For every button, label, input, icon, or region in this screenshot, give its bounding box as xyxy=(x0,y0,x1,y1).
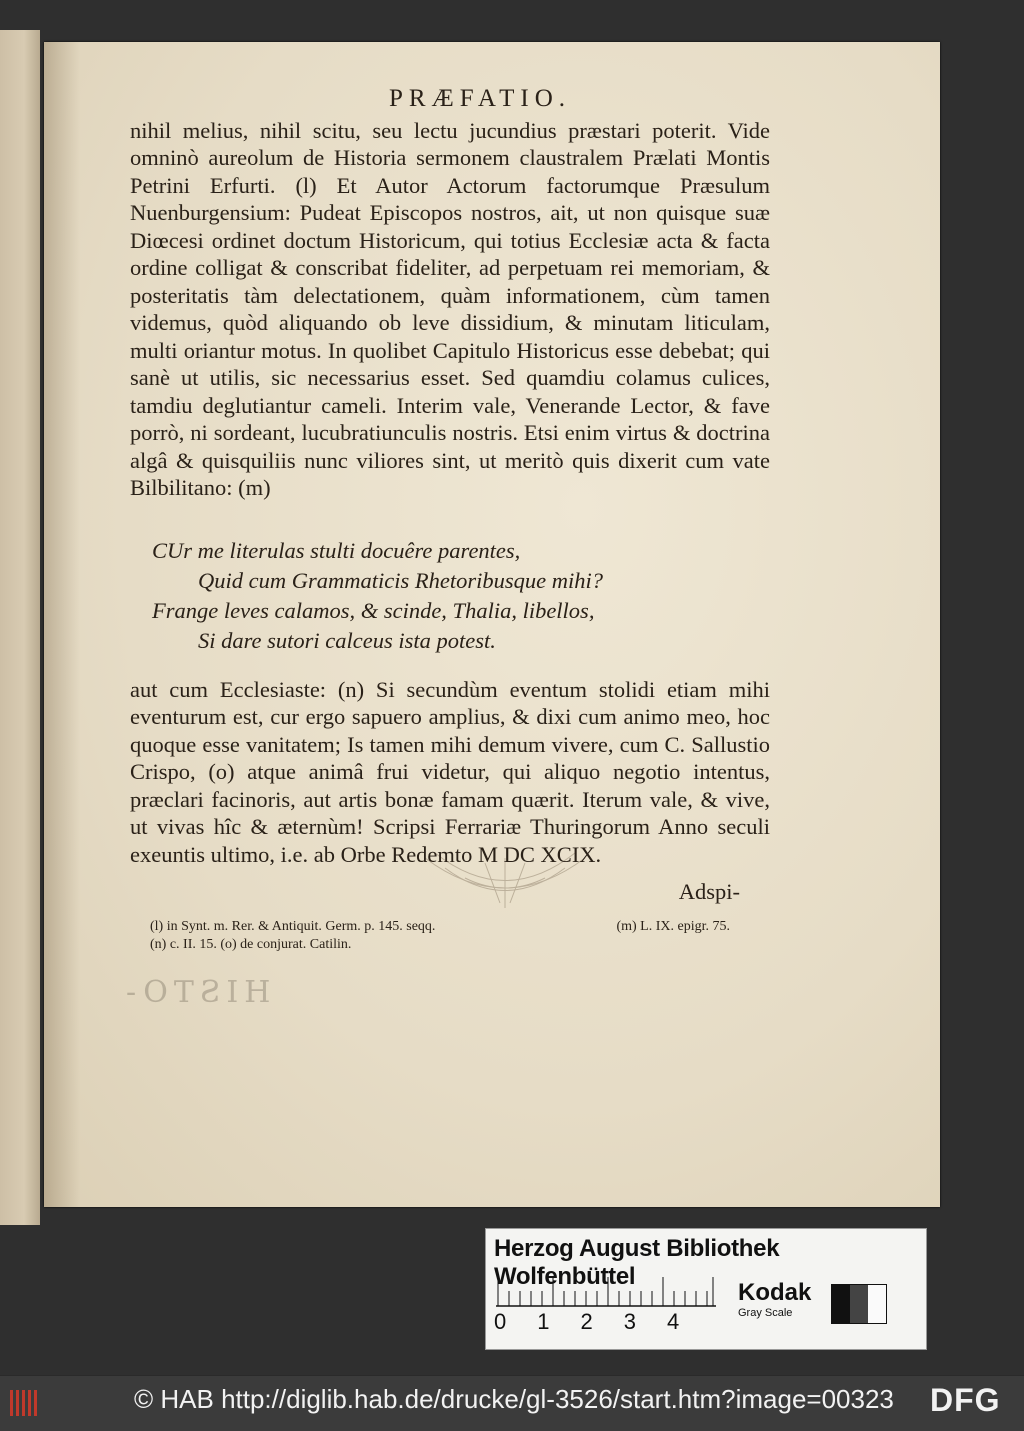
kodak-brand: Kodak xyxy=(738,1279,812,1306)
ruler-numbers xyxy=(494,1309,734,1335)
source-url[interactable]: © HAB http://diglib.hab.de/drucke/gl-3526/start.htm?image=00323 xyxy=(134,1384,894,1414)
catchword: Adspi- xyxy=(678,879,740,904)
verse-block xyxy=(152,536,770,656)
footnote-row xyxy=(150,936,770,954)
viewer-footer xyxy=(0,1375,1024,1431)
footnotes xyxy=(130,918,770,954)
ruler-number: 1 xyxy=(537,1309,550,1334)
footnote-m: (m) L. IX. epigr. 75. xyxy=(616,918,730,934)
hab-logo-icon[interactable] xyxy=(8,1386,42,1420)
gray-scale-swatches xyxy=(831,1284,887,1324)
page-header: PRÆFATIO. xyxy=(388,85,572,112)
verse-line-3: Frange leves calamos, & scinde, Thalia, libellos, xyxy=(152,597,595,623)
paragraph-2: aut cum Ecclesiaste: (n) Si secundùm eventum stolidi etiam mihi eventurum est, cur ergo sapuero amplius, & dixi cum animo meo, hoc quoque esse vanitatem; Is tamen mihi demum vivere, cum C. Sallustio Crispo, (o) atque animâ frui videtur, qui aliquo negotio intentus, præclari facinoris, aut artis bonæ famam quærit. Iterum vale, & vive, ut vivas hîc & æternùm! Scripsi Ferrariæ Thuringorum Anno seculi exeuntis ultimo, i.e. ab Orbe Redemto M DC XCIX. xyxy=(130,676,770,867)
swatch-dark xyxy=(850,1285,868,1323)
footnote-l: (l) in Synt. m. Rer. & Antiquit. Germ. p. 145. seqq. xyxy=(150,918,436,934)
page-gutter-shadow xyxy=(44,42,80,1207)
verse-line-1: CUr me literulas stulti docuêre parentes, xyxy=(152,537,521,563)
ruler-number: 2 xyxy=(580,1309,593,1334)
color-target-card xyxy=(485,1228,927,1350)
gray-scale-label: Gray Scale xyxy=(738,1307,793,1319)
footnote-n-o: (n) c. II. 15. (o) de conjurat. Catilin. xyxy=(150,936,352,952)
verse-line-4: Si dare sutori calceus ista potest. xyxy=(198,627,496,653)
ruler-number: 0 xyxy=(494,1309,507,1334)
library-name: Herzog August Bibliothek Wolfenbüttel xyxy=(494,1235,780,1290)
dfg-logo[interactable]: DFG xyxy=(930,1382,1001,1418)
ruler-number: 3 xyxy=(623,1309,636,1334)
footnote-row xyxy=(150,918,770,936)
facing-page-edge xyxy=(0,30,40,1225)
swatch-white xyxy=(868,1285,886,1323)
verse-line-2: Quid cum Grammaticis Rhetoribusque mihi? xyxy=(198,567,603,593)
swatch-black xyxy=(832,1285,850,1323)
page-text xyxy=(130,85,770,954)
ruler-number: 4 xyxy=(667,1309,680,1334)
paragraph-1: nihil melius, nihil scitu, seu lectu jucundius præstari poterit. Vide omninò aureolum de Historia sermonem claustralem Prælati Montis Petrini Erfurti. (l) Et Autor Actorum factorumque Præsulum Nuenburgensium: Pudeat Episcopos nostros, ait, ut non quisque suæ Diœcesi ordinet doctum Historicum, qui totius Ecclesiæ acta & facta ordine colligat & conscribat fideliter, ad perpetuam rei memoriam, & posteritatis tàm delectationem, quàm informationem, cùm tamen videmus, quòd aliquando ob leve dissidium, & minutam liticulam, multi oriantur motus. In quolibet Capitulo Historicus esse debebat; qui sanè ut utilis, sic necessarius esset. Sed quamdiu colamus culices, tamdiu deglutiantur cameli. Interim vale, Venerande Lector, & fave porrò, ni sordeant, lucubratiunculis nostris. Etsi enim virtus & doctrina algâ & quisquiliis nunc viliores sint, ut meritò quis dixerit cum vate Bilbilitano: (m) xyxy=(130,117,770,500)
ruler-icon xyxy=(496,1277,716,1307)
showthrough-catchword: HISTO- xyxy=(120,975,271,1010)
